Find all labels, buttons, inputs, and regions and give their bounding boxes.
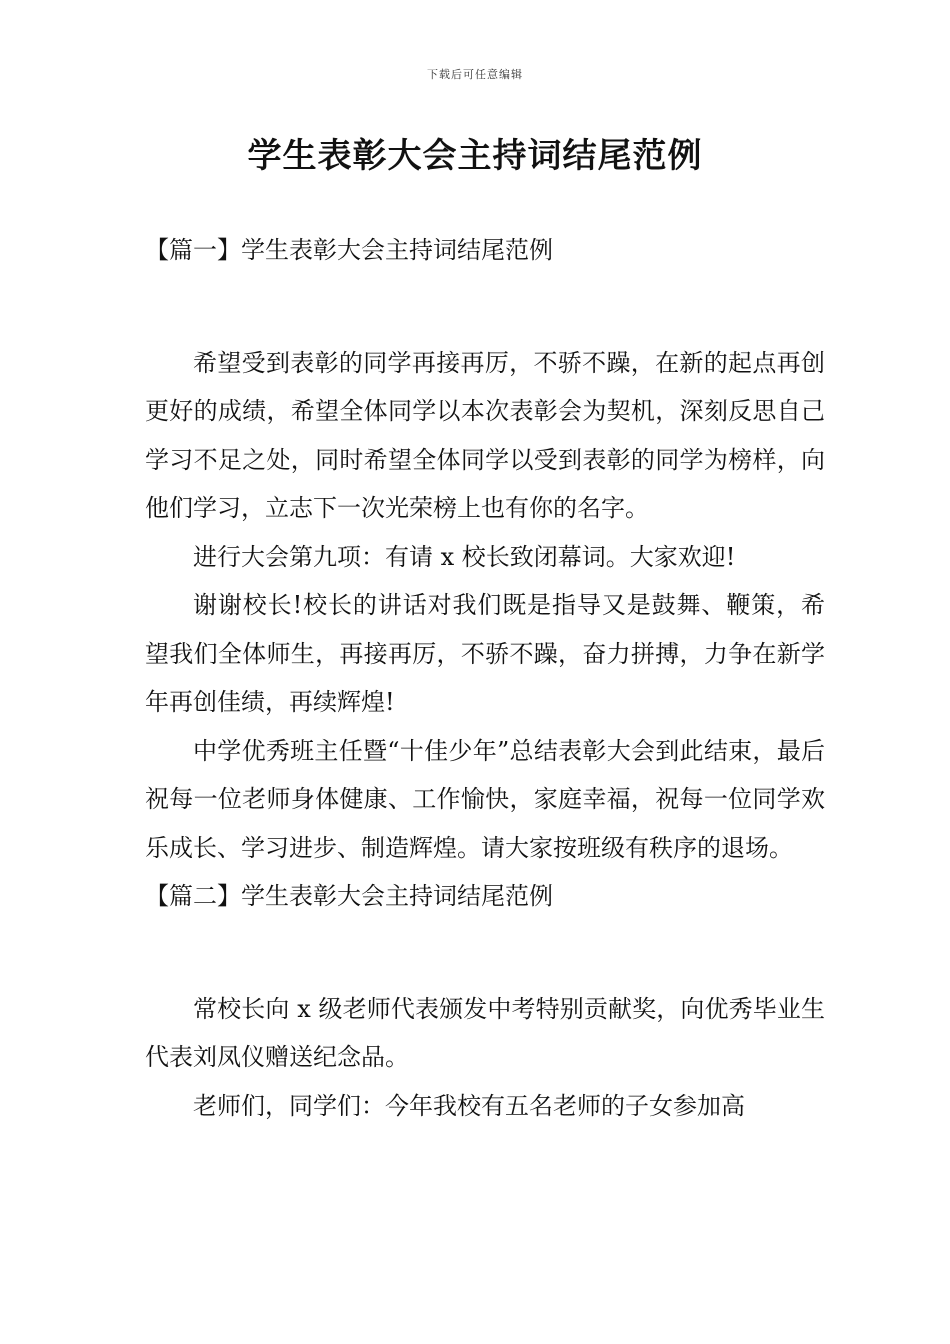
document-title: 学生表彰大会主持词结尾范例 xyxy=(247,136,703,176)
paragraph: 老师们，同学们：今年我校有五名老师的子女参加高 xyxy=(193,1091,745,1120)
paragraph: 希望受到表彰的同学再接再厉，不骄不躁，在新的起点再创更好的成绩，希望全体同学以本次表彰会为契机，深刻反思自己学习不足之处，同时希望全体同学以受到表彰的同学为榜样，向他们学习，立志下一次光荣榜上也有你的名字。 xyxy=(145,348,825,522)
section-heading-1: 【篇一】学生表彰大会主持词结尾范例 xyxy=(145,236,553,264)
paragraph: 中学优秀班主任暨“十佳少年”总结表彰大会到此结束，最后祝每一位老师身体健康、工作愉快，家庭幸福，祝每一位同学欢乐成长、学习进步、制造辉煌。请大家按班级有秩序的退场。 xyxy=(145,736,825,862)
header-note: 下载后可任意编辑 xyxy=(427,68,523,81)
spacer xyxy=(145,921,825,985)
paragraph: 进行大会第九项：有请 x 校长致闭幕词。大家欢迎! xyxy=(193,542,736,571)
paragraph: 谢谢校长!校长的讲话对我们既是指导又是鼓舞、鞭策，希望我们全体师生，再接再厉，不骄不躁，奋力拼搏，力争在新学年再创佳绩，再续辉煌! xyxy=(145,591,825,716)
section-heading-2: 【篇二】学生表彰大会主持词结尾范例 xyxy=(145,882,553,910)
paragraph: 常校长向 x 级老师代表颁发中考特别贡献奖，向优秀毕业生代表刘凤仪赠送纪念品。 xyxy=(145,994,825,1071)
document-body xyxy=(145,226,825,1130)
spacer xyxy=(145,275,825,339)
